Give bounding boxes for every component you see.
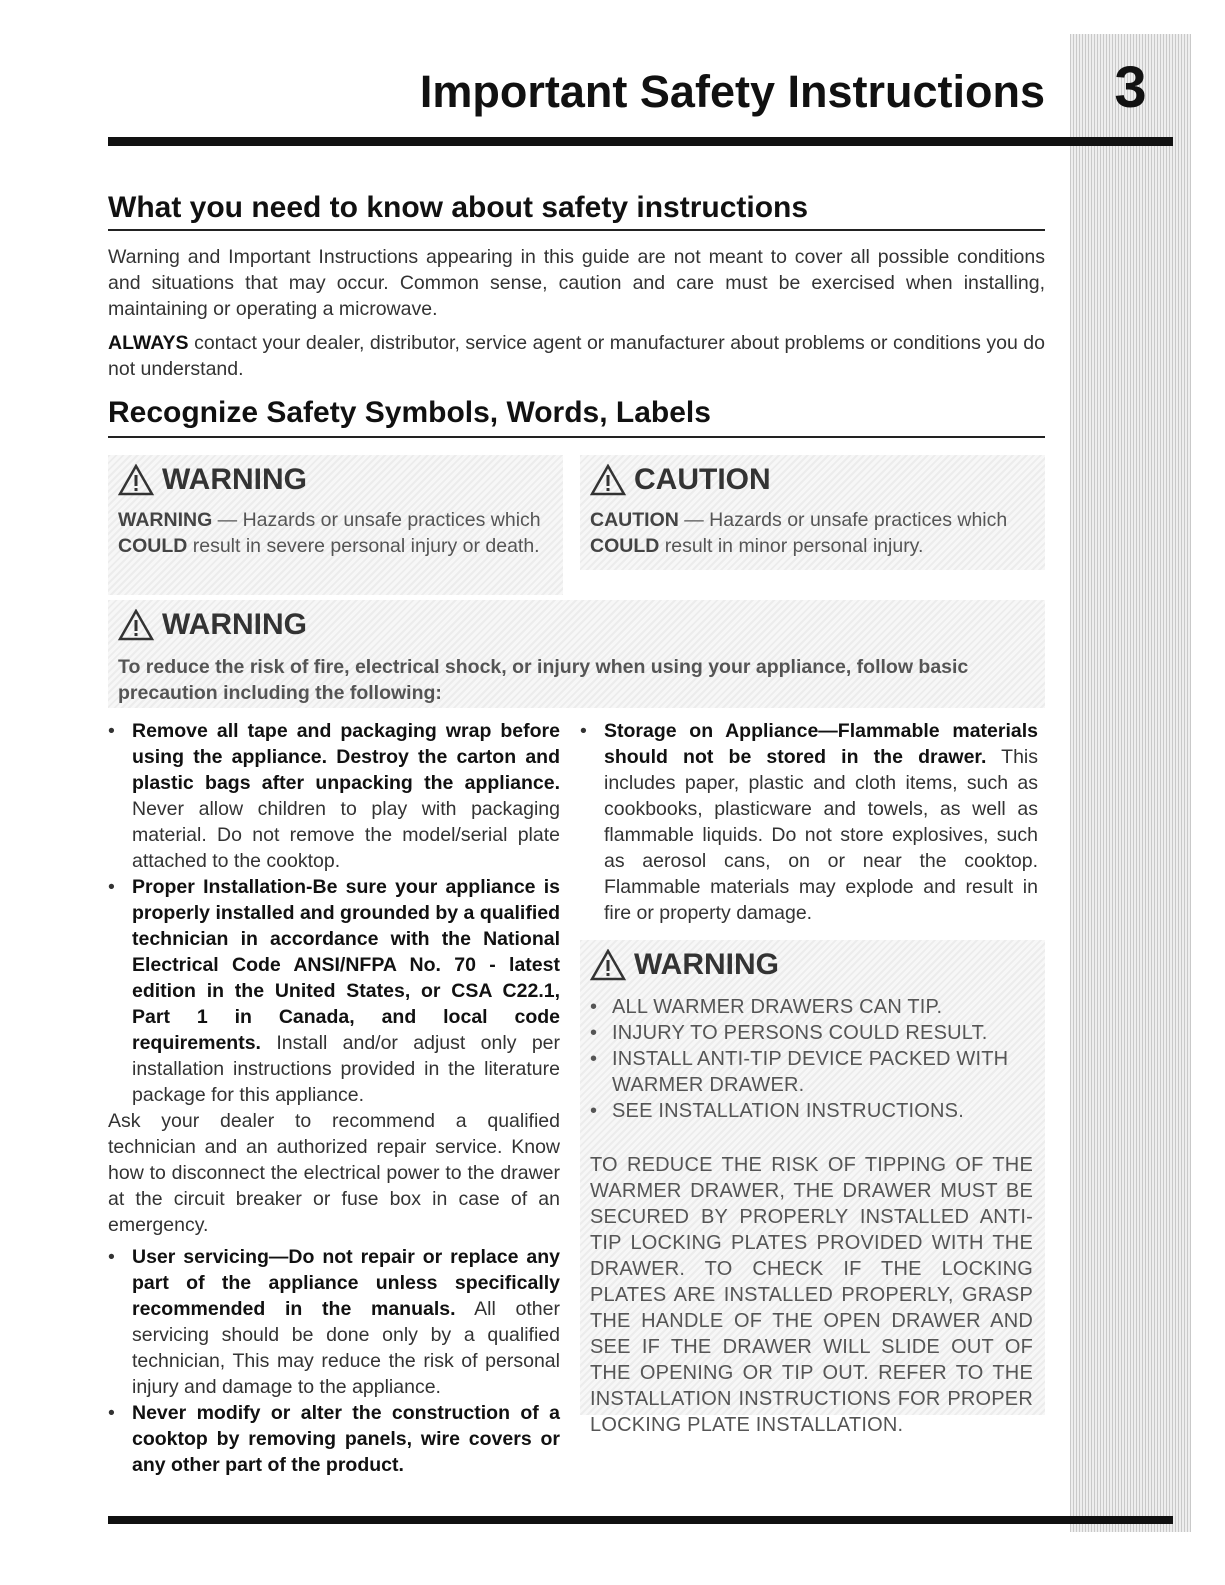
always-text: contact your dealer, distributor, service agent or manufacturer about problems or conditions you do not understand. bbox=[108, 332, 1045, 380]
footer-rule bbox=[108, 1516, 1173, 1524]
list-item: • User servicing—Do not repair or replace any part of the appliance unless specifically recommended in the manuals. All other servicing should be done only by a qualified technician, This may reduce the risk of personal injury and damage to the appliance. bbox=[108, 1246, 560, 1398]
page-title: Important Safety Instructions bbox=[419, 66, 1045, 117]
list-item: • ALL WARMER DRAWERS CAN TIP. bbox=[590, 996, 943, 1018]
warning-description: WARNING — Hazards or unsafe practices which COULD result in severe personal injury or death. bbox=[118, 509, 541, 557]
general-warning-box bbox=[108, 600, 1045, 708]
drawer-warning-title: WARNING bbox=[590, 948, 1033, 982]
warning-triangle-icon bbox=[118, 609, 154, 641]
warning-title: WARNING bbox=[118, 463, 563, 497]
general-warning-title: WARNING bbox=[118, 608, 1045, 642]
warning-label-box bbox=[108, 455, 563, 595]
warning-triangle-icon bbox=[118, 464, 154, 496]
header-rule bbox=[108, 137, 1173, 146]
caution-label-box bbox=[580, 455, 1045, 570]
right-safety-list bbox=[580, 718, 1038, 926]
drawer-warning-box bbox=[580, 940, 1045, 1436]
list-item: • Storage on Appliance—Flammable materials should not be stored in the drawer. This includes paper, plastic and cloth items, such as cookbooks, plasticware and towels, as well as flammable liquids. Do not store explosives, such as aerosol cans, on or near the cooktop. Flammable materials may explode and result in fire or property damage. bbox=[580, 720, 1038, 924]
list-note: Ask your dealer to recommend a qualified technician and an authorized repair service. Know how to disconnect the electrical power to the drawer at the circuit breaker or fuse box in case of an emergency. bbox=[108, 1110, 560, 1236]
drawer-warning-list bbox=[590, 994, 1033, 1124]
general-warning-text: To reduce the risk of fire, electrical shock, or injury when using your appliance, follow basic precaution including the following: bbox=[118, 656, 969, 704]
list-item: • Remove all tape and packaging wrap before using the appliance. Destroy the carton and plastic bags after unpacking the appliance. Never allow children to play with packaging material. Do not remove the model/serial plate attached to the cooktop. bbox=[108, 720, 560, 872]
section-heading-safety-instructions: What you need to know about safety instructions bbox=[108, 191, 809, 224]
page-number: 3 bbox=[1114, 55, 1147, 120]
left-safety-list bbox=[108, 718, 560, 1478]
warning-triangle-icon bbox=[590, 949, 626, 981]
always-paragraph bbox=[108, 330, 1045, 382]
intro-paragraph: Warning and Important Instructions appearing in this guide are not meant to cover all possible conditions and situations that may occur. Common sense, caution and care must be exercised when installing, maintaining or operating a microwave. bbox=[108, 246, 1045, 320]
list-item: • INJURY TO PERSONS COULD RESULT. bbox=[590, 1022, 988, 1044]
section-rule bbox=[108, 436, 1045, 438]
list-item: • INSTALL ANTI-TIP DEVICE PACKED WITH WARMER DRAWER. bbox=[590, 1048, 1009, 1096]
list-item: • Proper Installation-Be sure your appliance is properly installed and grounded by a qualified technician in accordance with the National Electrical Code ANSI/NFPA No. 70 - latest edition in the United States, or CSA C22.1, Part 1 in Canada, and local code requirements. Install and/or adjust only per installation instructions provided in the literature package for this appliance. bbox=[108, 876, 560, 1106]
section-heading-safety-symbols: Recognize Safety Symbols, Words, Labels bbox=[108, 396, 711, 429]
page-tab-strip bbox=[1070, 34, 1191, 1532]
drawer-warning-paragraph: TO REDUCE THE RISK OF TIPPING OF THE WARMER DRAWER, THE DRAWER MUST BE SECURED BY PROPERLY INSTALLED ANTI-TIP LOCKING PLATES PROVIDED WITH THE DRAWER. TO CHECK IF THE LOCKING PLATES ARE INSTALLED PROPERLY, GRASP THE HANDLE OF THE OPEN DRAWER AND SEE IF THE DRAWER WILL SLIDE OUT OF THE OPENING OR TIP OUT. REFER TO THE INSTALLATION INSTRUCTIONS FOR PROPER LOCKING PLATE INSTALLATION. bbox=[590, 1154, 1033, 1436]
always-label: ALWAYS bbox=[108, 332, 189, 354]
warning-triangle-icon bbox=[590, 464, 626, 496]
caution-title: CAUTION bbox=[590, 463, 1045, 497]
list-item: • SEE INSTALLATION INSTRUCTIONS. bbox=[590, 1100, 964, 1122]
list-item: • Never modify or alter the construction of a cooktop by removing panels, wire covers or any other part of the product. bbox=[108, 1402, 560, 1476]
section-rule bbox=[108, 229, 1045, 231]
caution-description: CAUTION — Hazards or unsafe practices which COULD result in minor personal injury. bbox=[590, 509, 1008, 557]
